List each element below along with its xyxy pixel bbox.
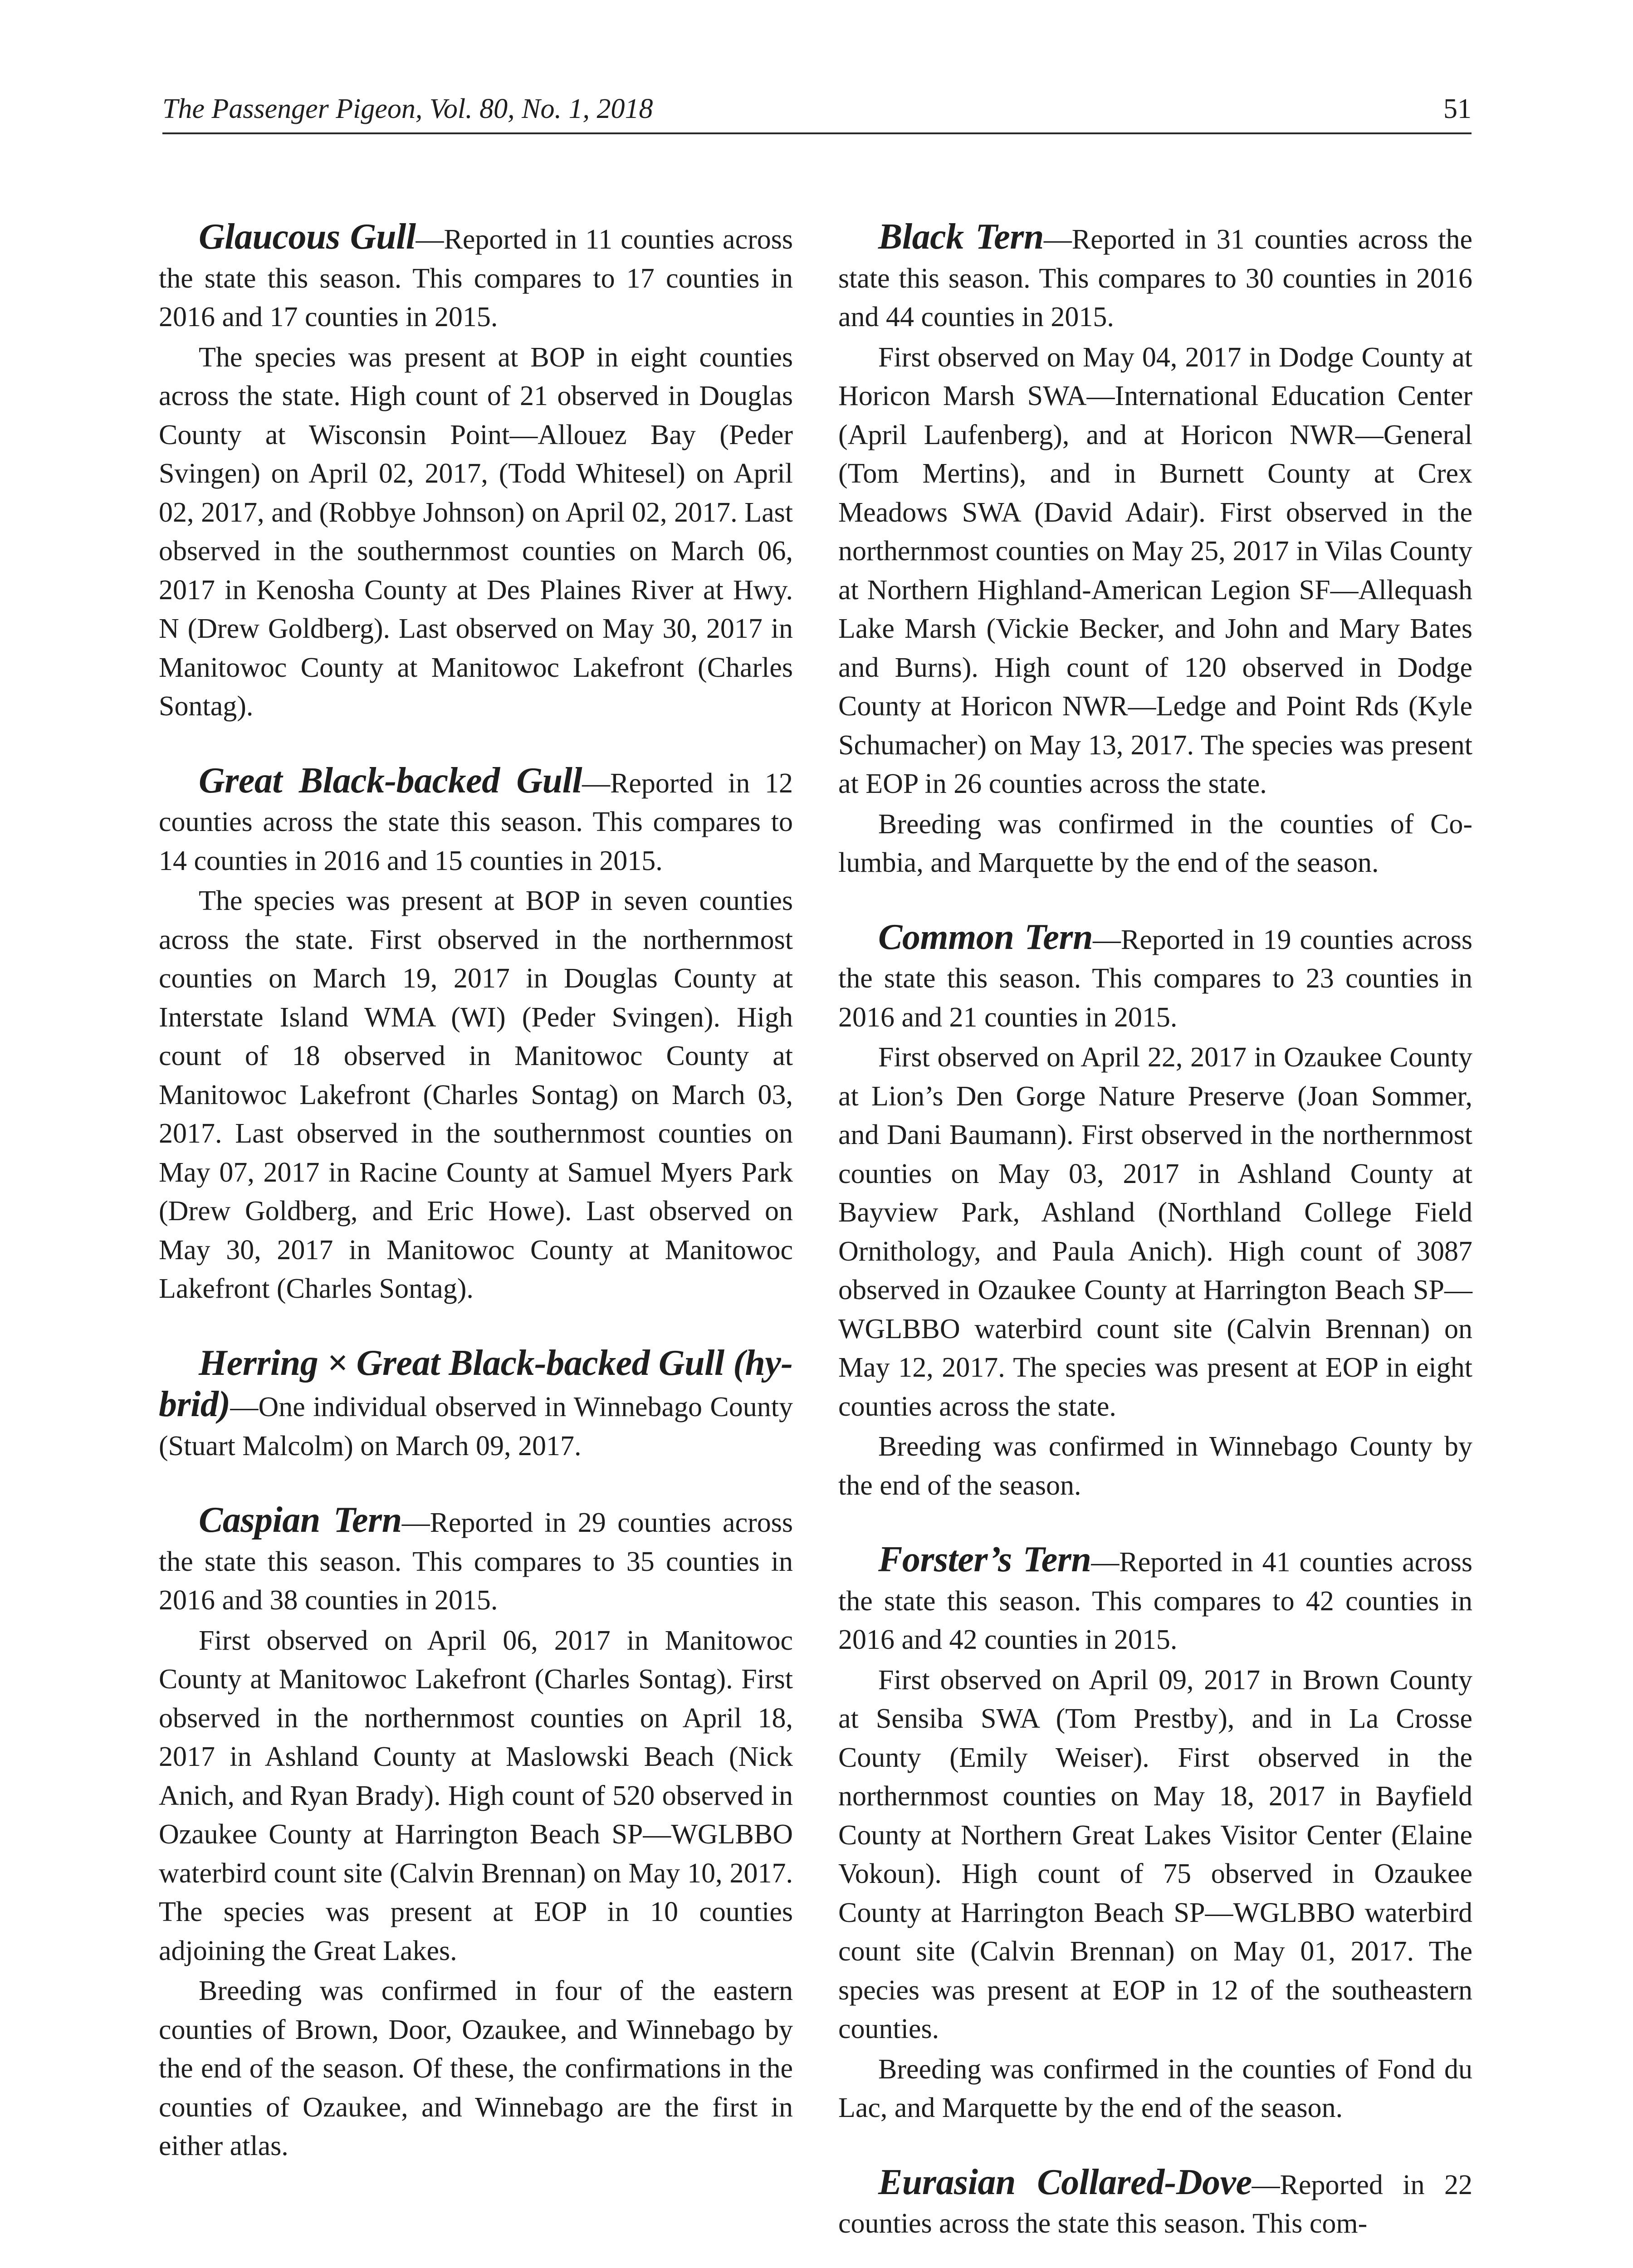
species-name: Great Black-backed Gull — [199, 760, 582, 801]
right-column — [838, 218, 1472, 2244]
entry-paragraph: Breeding was confirmed in four of the eastern counties of Brown, Door, Ozaukee, and Winnebago by the end of the season. Of these, the confirmations in the counties of Ozaukee, and Winnebago are the first in either atlas. — [159, 1975, 793, 2161]
page-number: 51 — [1443, 93, 1472, 124]
species-name: Forster’s Tern — [878, 1540, 1091, 1579]
entry-paragraph: First observed on April 06, 2017 in Manitowoc County at Manitowoc Lakefront (Charles Sontag). First observed in the northernmost counties on April 18, 2017 in Ashland County at Maslowski Beach (Nick Anich, and Ryan Brady). High count of 520 observed in Ozaukee County at Harrington Beach SP—WGLBBO waterbird count site (Calvin Brennan) on May 10, 2017. The species was present at EOP in 10 counties adjoining the Great Lakes. — [159, 1625, 793, 1966]
entry-intro: —Reported in 31 counties across the state this season. This compares to 30 counties in 2016 and 44 counties in 2015. — [838, 224, 1473, 332]
species-name: Caspian Tern — [199, 1500, 402, 1540]
entry-paragraph: The species was present at BOP in seven counties across the state. First observed in the northernmost counties on March 19, 2017 in Douglas County at Interstate Island WMA (WI) (Peder Svingen). High count of 18 observed in Manitowoc County at Manitowoc Lakefront (Charles Sontag) on March 03, 2017. Last observed in the southernmost counties on May 07, 2017 in Racine County at Samuel Myers Park (Drew Goldberg, and Eric Howe). Last observed on May 30, 2017 in Manitowoc County at Manitowoc Lakefront (Charles Sontag). — [159, 885, 793, 1304]
entry-intro: —Reported in 11 counties across the state this season. This compares to 17 counties in 2016 and 17 counties in 2015. — [159, 224, 793, 332]
species-name: Eurasian Collared-Dove — [878, 2162, 1252, 2202]
entry-caspian-tern — [159, 1501, 793, 1620]
entry-black-tern — [838, 218, 1472, 337]
entry-eurasian-collared-dove — [838, 2163, 1472, 2244]
species-name: Herring × Great Black-backed Gull (hybrid) — [159, 1343, 793, 1424]
journal-citation: The Passenger Pigeon, Vol. 80, No. 1, 2018 — [162, 93, 653, 124]
entry-paragraph: First observed on April 09, 2017 in Brown County at Sensiba SWA (Tom Prestby), and in La Crosse County (Emily Weiser). First observed in the northernmost counties on May 18, 2017 in Bayfield County at Northern Great Lakes Visitor Center (Elaine Vokoun). High count of 75 observed in Ozaukee County at Harrington Beach SP—WGLBBO waterbird count site (Calvin Brennan) on May 01, 2017. The species was present at EOP in 12 of the southeastern counties. — [838, 1664, 1472, 2044]
entry-paragraph: The species was present at BOP in eight counties across the state. High count of 21 observed in Douglas County at Wisconsin Point—Allouez Bay (Peder Svingen) on April 02, 2017, (Todd Whitesel) on April 02, 2017, and (Robbye Johnson) on April 02, 2017. Last observed in the southernmost counties on March 06, 2017 in Kenosha County at Des Plaines River at Hwy. N (Drew Goldberg). Last observed on May 30, 2017 in Manitowoc County at Manitowoc Lakefront (Charles Sontag). — [159, 342, 793, 722]
entry-glaucous-gull — [159, 218, 793, 337]
entry-intro: —Reported in 12 counties across the state this season. This compares to 14 counties in 2016 and 15 counties in 2015. — [159, 767, 793, 876]
entry-intro: —One individual observed in Winnebago County (Stuart Malcolm) on March 09, 2017. — [159, 1392, 793, 1461]
entry-paragraph: Breeding was confirmed in the counties of Columbia, and Marquette by the end of the season. — [838, 808, 1472, 878]
entry-intro: —Reported in 19 counties across the state this season. This compares to 23 counties in 2016 and 21 counties in 2015. — [838, 924, 1473, 1033]
entry-forsters-tern — [838, 1540, 1472, 1660]
entry-intro: —Reported in 22 counties across the state this season. This com- — [838, 2169, 1472, 2239]
entry-intro: —Reported in 41 counties across the state this season. This compares to 42 counties in 2016 and 42 counties in 2015. — [838, 1547, 1473, 1655]
entry-herring-hybrid — [159, 1344, 793, 1466]
entry-paragraph: First observed on April 22, 2017 in Ozaukee County at Lion’s Den Gorge Nature Preserve (Joan Sommer, and Dani Baumann). First observed in the northernmost counties on May 03, 2017 in Ashland County at Bayview Park, Ashland (Northland College Field Ornithology, and Paula Anich). High count of 3087 observed in Ozaukee County at Harrington Beach SP—WGLBBO waterbird count site (Calvin Brennan) on May 12, 2017. The species was present at EOP in eight counties across the state. — [838, 1042, 1472, 1422]
species-name: Glaucous Gull — [199, 217, 416, 257]
left-column — [159, 218, 793, 2166]
entry-intro: —Reported in 29 counties across the state this season. This compares to 35 counties in 2016 and 38 counties in 2015. — [159, 1507, 793, 1616]
species-name: Black Tern — [878, 217, 1044, 257]
entry-great-black-backed-gull — [159, 762, 793, 881]
species-name: Common Tern — [878, 917, 1093, 957]
entry-common-tern — [838, 918, 1472, 1037]
entry-paragraph: First observed on May 04, 2017 in Dodge County at Horicon Marsh SWA—International Education Center (April Laufenberg), and at Horicon NWR—General (Tom Mertins), and in Burnett County at Crex Meadows SWA (David Adair). First observed in the northernmost counties on May 25, 2017 in Vilas County at Northern Highland-American Legion SF—Allequash Lake Marsh (Vickie Becker, and John and Mary Bates and Burns). High count of 120 observed in Dodge County at Horicon NWR—Ledge and Point Rds (Kyle Schumacher) on May 13, 2017. The species was present at EOP in 26 counties across the state. — [838, 342, 1472, 799]
header-rule — [162, 132, 1472, 134]
entry-paragraph: Breeding was confirmed in the counties of Fond du Lac, and Marquette by the end of the season. — [838, 2053, 1472, 2123]
entry-paragraph: Breeding was confirmed in Winnebago County by the end of the season. — [838, 1431, 1472, 1501]
